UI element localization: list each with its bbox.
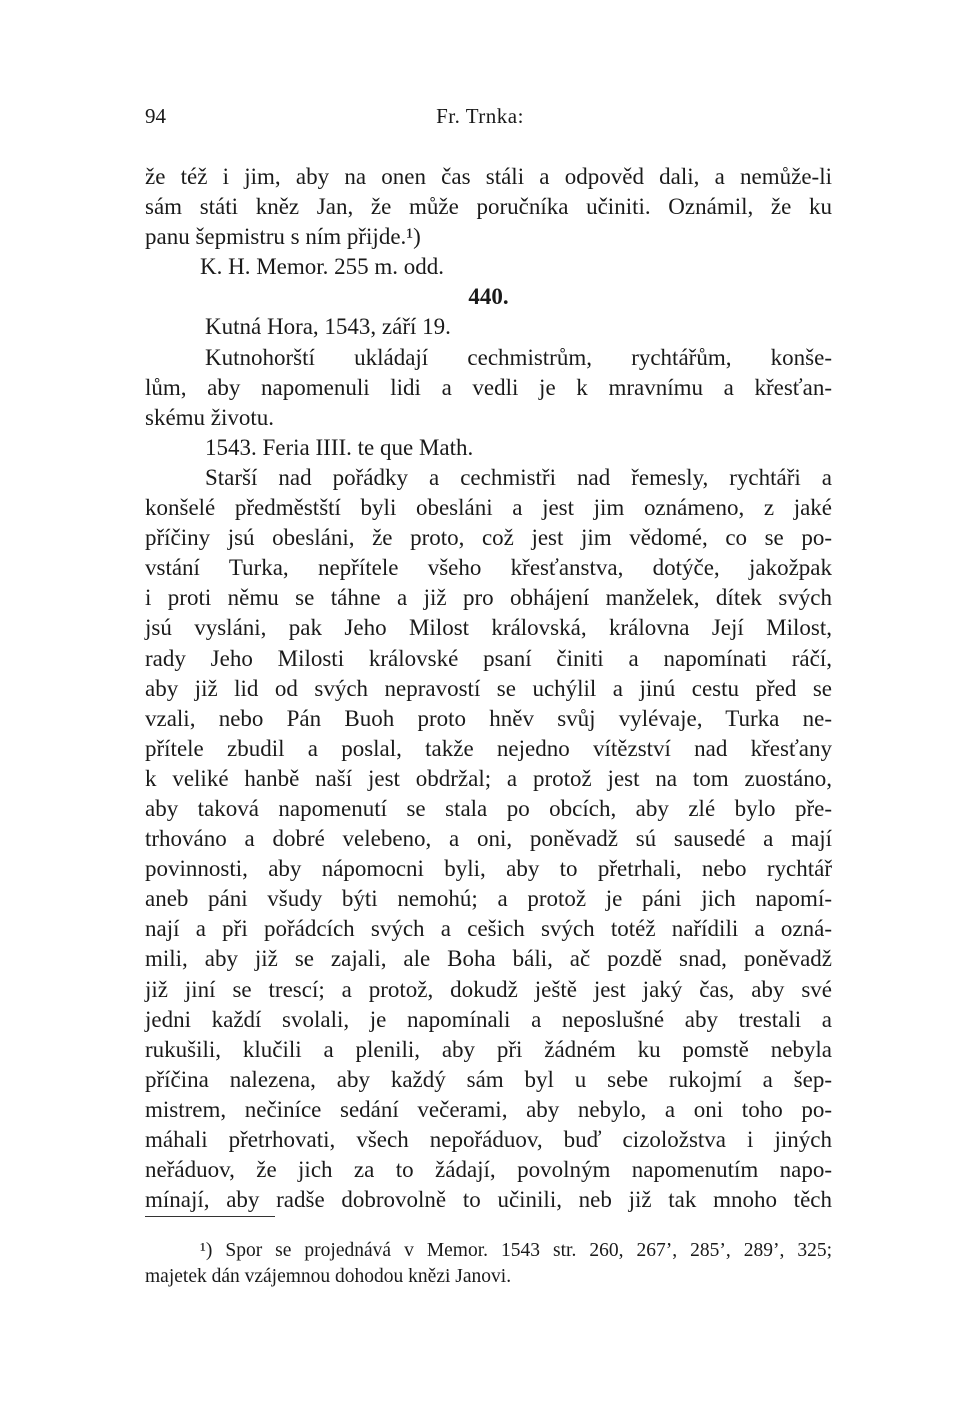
text-line: příčina nalezena, aby každý sám byl u sebe rukojmí a šep- — [145, 1066, 832, 1092]
text-line: aby již lid od svých nepravostí se uchýlil a jinú cestu před se — [145, 675, 832, 701]
text-line: máhali přetrhovati, všech nepořáduov, buď cizoložstva i jiných — [145, 1127, 832, 1152]
text-line: povinnosti, aby nápomocni byli, aby to přetrhali, nebo rychtář — [145, 856, 832, 882]
text-line: vstání Turka, nepřítele všeho křesťanstva, dotýče, jakožpak — [145, 555, 832, 581]
text-line: jedni každí svolali, je napomínali a neposlušné aby trestali a — [145, 1006, 832, 1032]
text-line: že též i jim, aby na onen čas stáli a odpověd dali, a nemůže-li — [145, 164, 832, 189]
page-number: 94 — [145, 104, 166, 128]
text-line: Kutnohorští ukládají cechmistrům, rychtářům, konše- — [205, 344, 832, 370]
text-line: přítele zbudil a poslal, takže nejedno vítězství nad křesťany — [145, 735, 832, 761]
text-line: mistrem, nečiníce sedání večerami, aby nebylo, a oni toho po- — [145, 1096, 832, 1122]
text-line: Starší nad pořádky a cechmistři nad řemesly, rychtáři a — [205, 464, 832, 490]
text-line: panu šepmistru s ním přijde.¹) — [145, 224, 421, 250]
text-line: trhováno a dobré velebeno, a oni, poněvadž sú sausedé a mají — [145, 826, 832, 852]
text-line: sám státi kněz Jan, že může poručníka učiniti. Oznámil, že ku — [145, 194, 832, 220]
page-header — [145, 104, 815, 134]
text-line: příčiny jsú obesláni, že proto, což jest jim vědomé, co se po- — [145, 525, 832, 551]
text-line: Kutná Hora, 1543, září 19. — [205, 314, 451, 340]
text-line: již jiní se trescí; a protož, dokudž ještě jest jaký čas, aby své — [145, 976, 832, 1002]
text-line: mili, aby již se zajali, ale Boha báli, ač pozdě snad, poněvadž — [145, 946, 832, 972]
text-line: konšelé předměstští byli obesláni a jest jim oznámeno, z jaké — [145, 495, 832, 521]
body-text — [145, 162, 832, 1215]
text-line: rady Jeho Milosti královské psaní činiti a napomínati ráčí, — [145, 645, 832, 671]
text-line: mínají, aby radše dobrovolně to učinili, neb již tak mnoho těch — [145, 1187, 832, 1213]
text-line: neřáduov, že jich za to žádají, povolným napomenutím napo- — [145, 1157, 832, 1183]
text-line: i proti němu se táhne a již pro obhájení manželek, dítek svých — [145, 585, 832, 611]
text-line: 1543. Feria IIII. te que Math. — [205, 434, 474, 460]
text-line: k veliké hanbě naší jest obdržal; a protož jest na tom zuostáno, — [145, 765, 832, 791]
footnote-line: ¹) Spor se projednává v Memor. 1543 str. 260, 267’, 285’, 289’, 325; — [200, 1240, 832, 1261]
footnotes — [145, 1238, 832, 1290]
text-line: jsú vysláni, pak Jeho Milost královská, královna Její Milost, — [145, 615, 832, 641]
text-line: lům, aby napomenuli lidi a vedli je k mravnímu a křesťan- — [145, 374, 832, 400]
text-line: vzali, nebo Pán Buoh proto hněv svůj vylévaje, Turka ne- — [145, 705, 832, 731]
text-line: K. H. Memor. 255 m. odd. — [200, 254, 445, 280]
text-line: rukušili, klučili a plenili, aby při žádném ku pomstě nebyla — [145, 1036, 832, 1062]
footnote-separator — [145, 1216, 275, 1217]
text-line: aneb páni všudy býti nemohú; a protož je páni jich napomí- — [145, 886, 832, 912]
text-line: aby taková napomenutí se stala po obcích, aby zlé bylo pře- — [145, 795, 832, 821]
footnote-line: majetek dán vzájemnou dohodou knězi Janovi. — [145, 1266, 512, 1287]
text-line: skému životu. — [145, 404, 275, 430]
text-line: 440. — [468, 284, 509, 310]
text-line: nají a při pořádcích svých a cešich svých totéž nařídili a ozná- — [145, 916, 832, 942]
running-head: Fr. Trnka: — [436, 104, 524, 128]
